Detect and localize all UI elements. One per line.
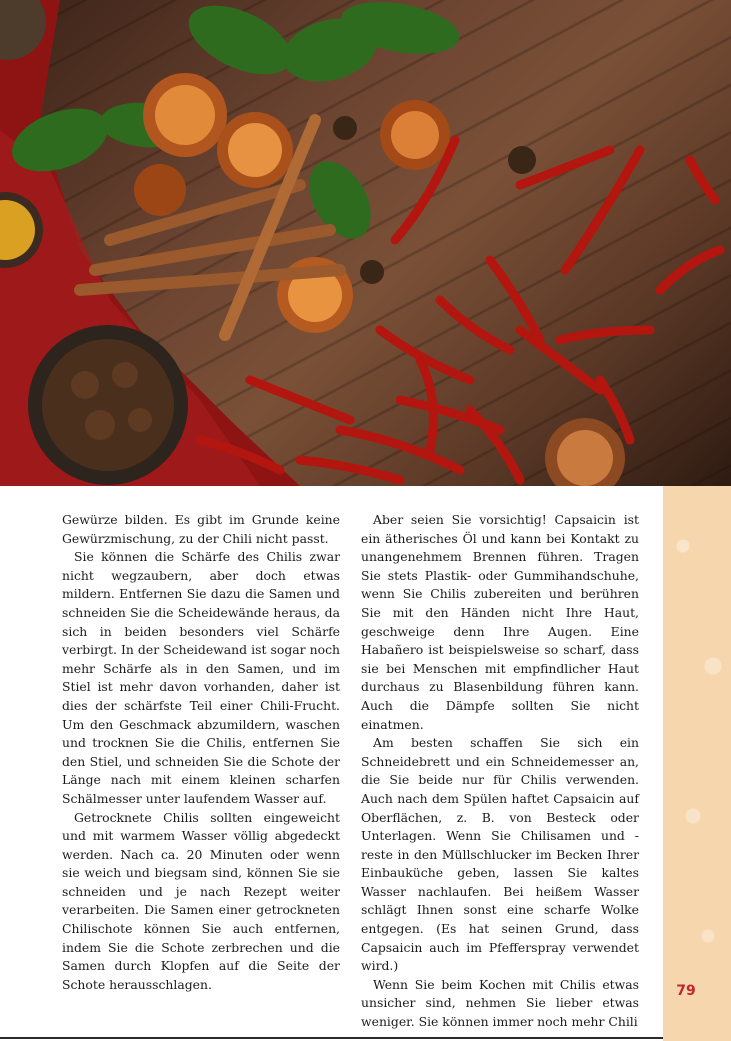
paragraph: Aber seien Sie vorsichtig! Capsaicin ist ein ätherisches Öl und kann bei Kontakt zu unangenehmem Brennen führen. Tragen Sie stets Plastik- oder Gummihandschuhe, wenn Sie Chilis zubereiten und berühren Sie mit den Händen nicht Ihre Haut, geschweige denn Ihre Augen. Eine Habañero ist beispielsweise so scharf, dass sie bei Menschen mit empfindlicher Haut durchaus zu Blasenbildung führen kann. Auch die Dämpfe sollten Sie nicht einatmen. — [361, 512, 639, 732]
paragraph: Gewürze bilden. Es gibt im Grunde keine Gewürzmischung, zu der Chili nicht passt. — [62, 512, 340, 546]
text-column-right — [361, 511, 639, 1032]
decorative-sidebar — [663, 486, 731, 1041]
paragraph: Wenn Sie beim Kochen mit Chilis etwas unsicher sind, nehmen Sie lieber etwas weniger. Sie können immer noch mehr Chili — [361, 976, 639, 1030]
page-number: 79 — [676, 983, 696, 999]
star-anise-pile — [42, 339, 174, 471]
bottom-rule — [0, 1037, 663, 1039]
paragraph: Getrocknete Chilis sollten eingeweicht und mit warmem Wasser völlig abgedeckt werden. Nach ca. 20 Minuten oder wenn sie weich und biegsam sind, können Sie sie schneiden und je nach Rezept weiter verarbeiten. Die Samen einer getrockneten Chilischote können Sie auch entfernen, indem Sie die Schote zerbrechen und die Samen durch Klopfen auf die Seite der Schote herausschlagen. — [62, 809, 340, 992]
spice-illustration — [0, 0, 731, 486]
text-column-left — [62, 511, 340, 994]
spice-photo — [0, 0, 731, 486]
paragraph: Sie können die Schärfe des Chilis zwar nicht wegzaubern, aber doch etwas mildern. Entfernen Sie dazu die Samen und schneiden Sie die Scheidewände heraus, da sich in beiden besonders viel Schärfe verbirgt. In der Scheidewand ist sogar noch mehr Schärfe als in den Samen, und im Stiel ist mehr davon vorhanden, daher ist dies der schärfste Teil einer Chili-Frucht. Um den Geschmack abzumildern, waschen und trocknen Sie die Chilis, entfernen Sie den Stiel, und schneiden Sie die Schote der Länge nach mit einem kleinen scharfen Schälmesser unter laufendem Wasser auf. — [62, 549, 340, 806]
paragraph: Am besten schaffen Sie sich ein Schneidebrett und ein Schneidemesser an, die Sie beide nur für Chilis verwenden. Auch nach dem Spülen haftet Capsaicin auf Oberflächen, z. B. von Besteck oder Unterlagen. Wenn Sie Chilisamen und -reste in den Müllschlucker im Becken Ihrer Einbauküche geben, lassen Sie kaltes Wasser nachlaufen. Bei heißem Wasser schlägt Ihnen sonst eine scharfe Wolke entgegen. (Es hat seinen Grund, dass Capsaicin auch im Pfefferspray verwendet wird.) — [361, 735, 639, 974]
